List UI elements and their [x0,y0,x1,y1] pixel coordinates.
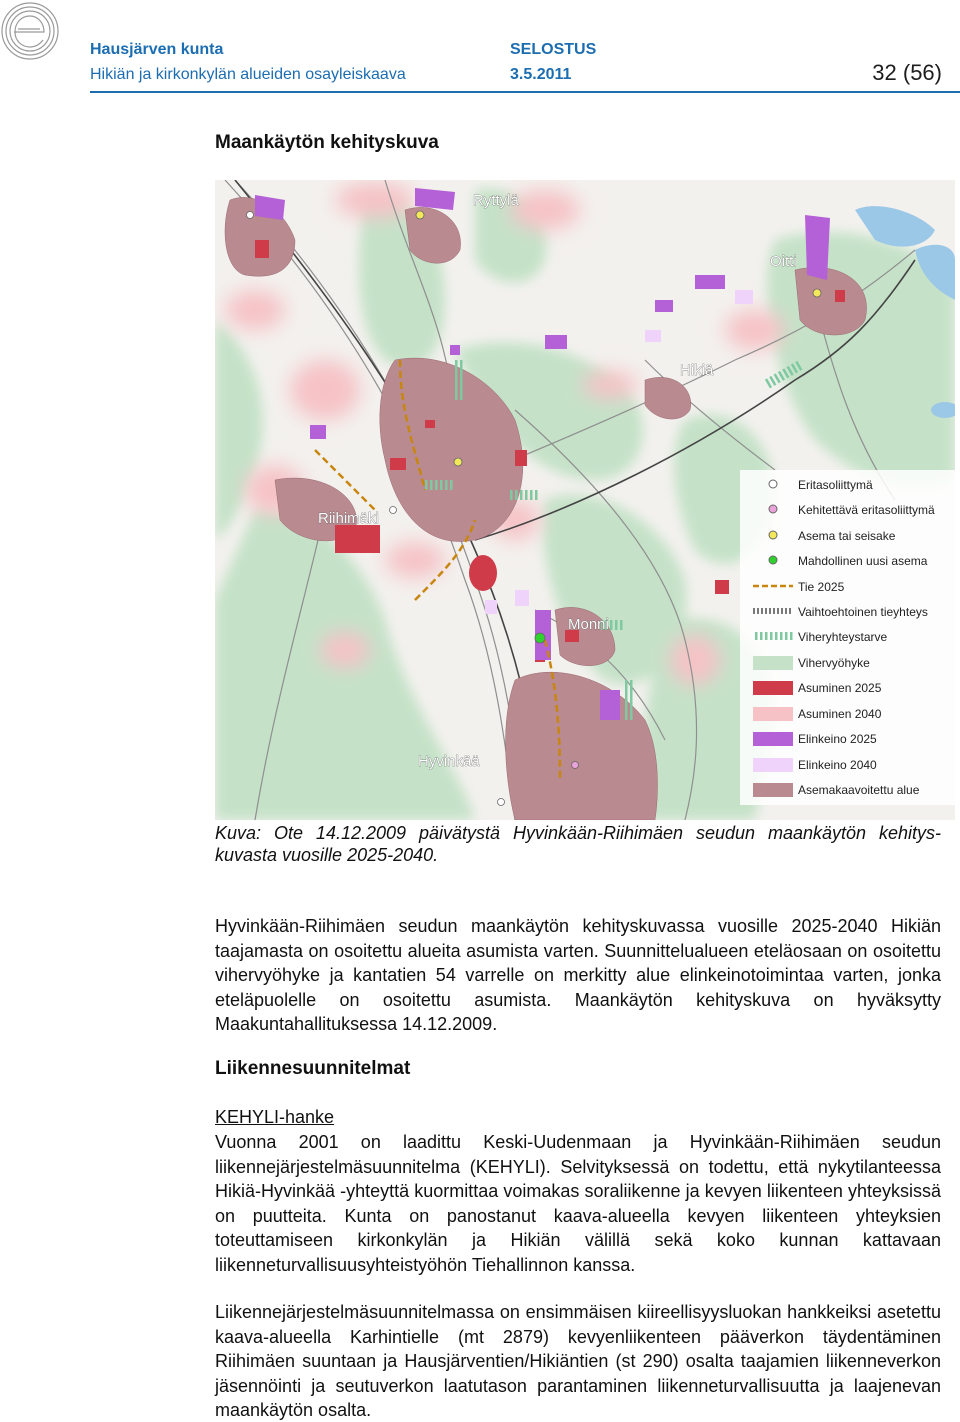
green-zone-swatch [753,656,793,670]
interchange-icon [769,480,777,488]
svg-text:Asema tai seisake: Asema tai seisake [798,529,896,543]
svg-text:Mahdollinen uusi asema: Mahdollinen uusi asema [798,554,928,568]
svg-text:Vaihtoehtoinen tieyhteys: Vaihtoehtoinen tieyhteys [798,605,928,619]
header-date: 3.5.2011 [510,66,572,83]
figure-caption: Kuva: Ote 14.12.2009 päivätystä Hyvinkään-Riihimäen seudun maankäytön kehityskuvasta vuosille 2025-2040. [215,823,941,865]
land-use-map [215,180,955,820]
svg-text:Asuminen 2040: Asuminen 2040 [798,707,882,721]
paragraph-transport-plan: Liikennejärjestelmäsuunnitelmassa on ensimmäisen kiireellisyysluokan hankkeiksi asetettu kaava-alueella Karhintielle (mt 2879) kevyenliikenteen pääverkon täydentäminen Riihimäen suuntaan ja Hausjärventien/Hikiäntien (st 290) osalta taajamien liikenneverkon jäsennöinti ja seutuverkon laatutason parantaminen liikenneturvallisuutta ja laajenevan maankäytön osalta. [215,1302,941,1420]
place-label: Oitti [770,253,797,270]
page-number: 32 (56) [872,60,942,85]
svg-text:Elinkeino 2040: Elinkeino 2040 [798,758,877,772]
station-icon [769,531,777,539]
svg-text:Eritasoliittymä: Eritasoliittymä [798,478,873,492]
map-legend [740,470,955,805]
place-label: Riihimäki [318,510,379,527]
e-logo-icon [0,0,62,62]
housing-2025-swatch [753,681,793,695]
place-label: Monni [568,616,609,633]
svg-text:Tie 2025: Tie 2025 [798,580,845,594]
header-document-type: SELOSTUS [510,41,597,58]
subsection-title: KEHYLI-hanke [215,1107,335,1127]
zoned-area-swatch [753,783,793,797]
place-label: Hikiä [680,362,714,379]
new-station-icon [769,556,777,564]
header-plan-name: Hikiän ja kirkonkylän alueiden osayleiskaava [90,66,406,83]
svg-text:Elinkeino 2025: Elinkeino 2025 [798,732,877,746]
header-divider [90,91,960,93]
section-title-traffic: Liikennesuunnitelmat [215,1058,411,1079]
planned-interchange-icon [769,505,777,513]
header-organization: Hausjärven kunta [90,41,224,58]
paragraph-kehyli: Vuonna 2001 on laadittu Keski-Uudenmaan ja Hyvinkään-Riihimäen seudun liikennejärjestelmäsuunnitelma (KEHYLI). Selvityksessä on todettu, että nykytilanteessa Hikiä-Hyvinkää -yhteyttä kuormittaa voimakas soraliikenne ja kevyen liikenteen yhteyksissä on puutteita. Kunta on panostanut kaava-alueella kevyen liikenteen yhteyksien toteuttamiseen kirkonkylän ja Hikiän välillä sekä koko kunnan kattavaan liikenneturvallisuusyhteistyöhön Tiehallinnon kanssa. [215,1132,941,1275]
housing-2040-swatch [753,707,793,721]
svg-text:Vihervyöhyke: Vihervyöhyke [798,656,870,670]
section-title: Maankäytön kehityskuva [215,132,439,153]
place-label: Ryttylä [473,192,519,209]
svg-text:Kehitettävä eritasoliittymä: Kehitettävä eritasoliittymä [798,503,935,517]
industry-2025-swatch [753,732,793,746]
svg-text:Asemakaavoitettu alue: Asemakaavoitettu alue [798,783,920,797]
green-connection-icon [753,632,793,640]
industry-2040-swatch [753,758,793,772]
place-label: Hyvinkää [418,753,480,770]
svg-text:Viheryhteystarve: Viheryhteystarve [798,630,888,644]
paragraph-land-use: Hyvinkään-Riihimäen seudun maankäytön kehityskuvassa vuosille 2025-2040 Hikiän taajamasta on osoitettu alueita asumista varten. Suunnittelualueen eteläosaan on osoitettu vihervyöhyke ja kantatien 54 varrelle on merkitty alue elinkeinotoimintaa varten, jonka eteläpuolelle on osoitettu asumista. Maankäytön kehityskuva on hyväksytty Maakuntahallituksessa 14.12.2009. [215,916,941,1034]
svg-text:Asuminen 2025: Asuminen 2025 [798,681,882,695]
